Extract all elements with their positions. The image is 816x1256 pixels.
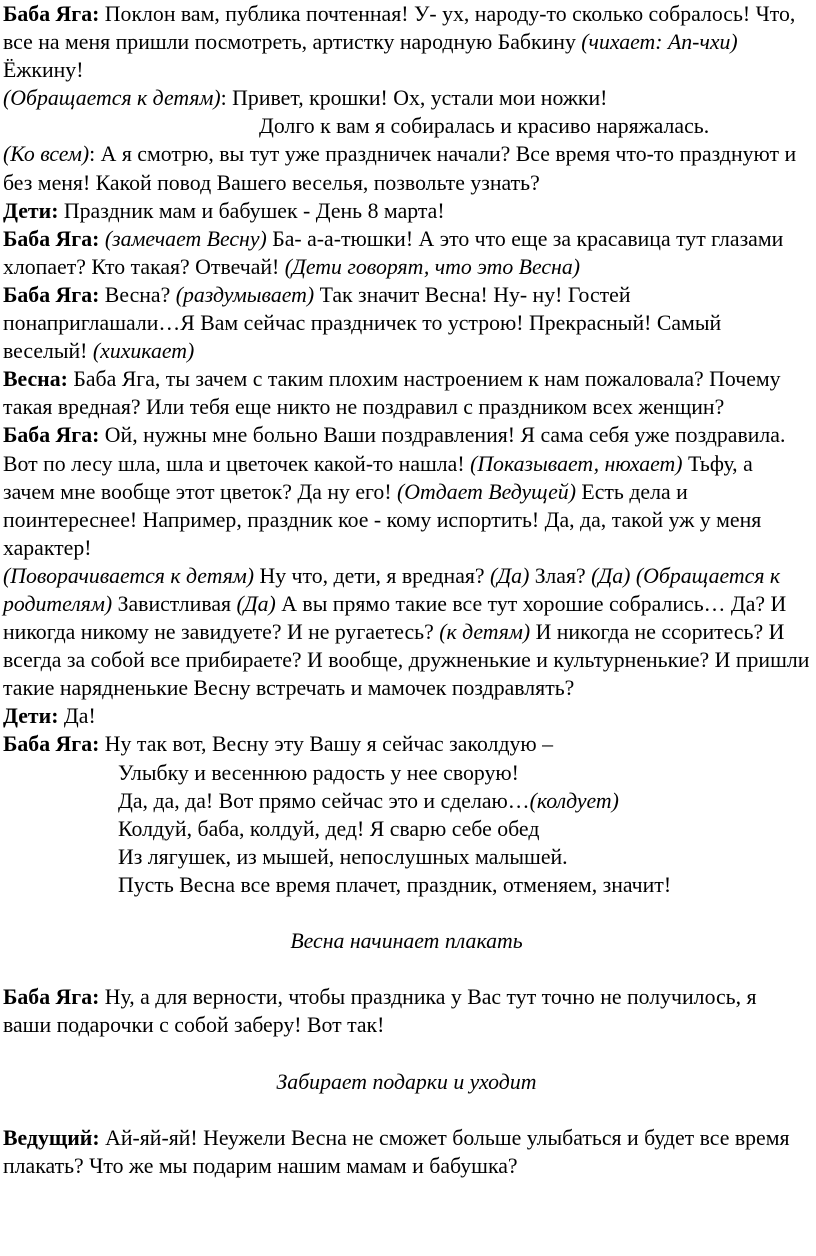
speaker-label: Баба Яга: [3,423,100,448]
dialogue-text: Ба- а-а-тюшки! А это что еще за красавица тут глазами хлопает? Кто такая? Отвечай! [3,226,784,279]
script-paragraph [3,281,810,365]
stage-remark: (Отдает Ведущей) [397,479,576,504]
dialogue-text: Колдуй, баба, колдуй, дед! Я сварю себе обед [118,816,540,841]
blank-line [3,899,810,927]
verse-line [3,815,810,843]
verse-line [3,787,810,815]
dialogue-text: Долго к вам я собиралась и красиво наряжалась. [259,114,710,139]
blank-line [3,955,810,983]
script-paragraph [3,225,810,281]
dialogue-text: Завистливая [112,591,237,616]
dialogue-text: Баба Яга, ты зачем с таким плохим настроением к нам пожаловала? Почему такая вредная? Или тебя еще никто не поздравил с праздником всех женщин? [3,367,781,420]
script-paragraph [3,730,810,758]
dialogue-text: А вы прямо такие все тут хорошие собрались… Да? И никогда никому не завидуете? И не ругаетесь? [3,591,787,645]
dialogue-text: Ёжкину! [3,58,84,83]
stage-remark: Весна начинает плакать [290,929,523,954]
dialogue-text: Пусть Весна все время плачет, праздник, отменяем, значит! [118,872,672,897]
dialogue-text: Да, да, да! Вот прямо сейчас это и сделаю… [118,788,530,813]
stage-remark: (хихикает) [92,339,195,364]
script-paragraph [3,197,810,225]
indented-line [3,112,810,140]
script-paragraph [3,421,810,561]
stage-remark: (Обращается к детям) [3,86,221,111]
speaker-label: Дети: [3,198,59,223]
stage-remark: (Да) [236,591,276,616]
dialogue-text: Из лягушек, из мышей, непослушных малышей. [118,844,568,869]
verse-line [3,871,810,899]
dialogue-text: Есть дела и поинтереснее! Например, праздник кое - кому испортить! Да, да, такой уж у меня характер! [3,479,762,560]
stage-remark: (Ко всем) [3,142,90,167]
speaker-label: Ведущий: [3,1125,100,1150]
stage-remark: (Да) [591,563,631,588]
dialogue-text: Ай-яй-яй! Неужели Весна не сможет больше улыбаться и будет все время плакать? Что же мы подарим нашим мамам и бабушка? [3,1125,790,1178]
stage-remark: (Да) [490,563,530,588]
script-paragraph [3,365,810,421]
dialogue-text: Ну так вот, Весну эту Вашу я сейчас заколдую – [99,732,554,757]
speaker-label: Баба Яга: [3,2,100,26]
dialogue-text: : Привет, крошки! Ох, устали мои ножки! [220,86,608,111]
stage-remark: (колдует) [529,788,619,813]
dialogue-text: : А я смотрю, вы тут уже праздничек начали? Все время что-то празднуют и без меня! Какой повод Вашего веселья, позвольте узнать? [3,142,797,195]
dialogue-text: Ну, а для верности, чтобы праздника у Вас тут точно не получилось, я ваши подарочки с собой заберу! Вот так! [3,985,757,1038]
verse-line [3,843,810,871]
blank-line [3,1096,810,1124]
stage-remark: (раздумывает) [175,282,315,307]
script-paragraph [3,1124,810,1180]
dialogue-text: Злая? [529,563,592,588]
script-paragraph [3,562,810,702]
script-paragraph [3,140,810,196]
stage-remark: Забирает подарки и уходит [276,1069,537,1094]
script-paragraph [3,84,810,112]
stage-direction [3,927,810,955]
speaker-label: Баба Яга: [3,732,100,757]
blank-line [3,1039,810,1067]
dialogue-text: Ну что, дети, я вредная? [254,563,491,588]
stage-remark: (Дети говорят, что это Весна) [284,254,581,279]
dialogue-text: Весна? [99,282,176,307]
verse-line [3,759,810,787]
dialogue-text: Поклон вам, публика почтенная! У- ух, народу-то сколько собралось! Что, все на меня пришли посмотреть, артистку народную Бабкину [3,2,796,55]
speaker-label: Баба Яга: [3,282,100,307]
stage-remark: (замечает Весну) [104,226,267,251]
stage-direction [3,1068,810,1096]
stage-remark: (чихает: Ап-чхи) [581,30,738,55]
dialogue-text: Улыбку и весеннюю радость у нее сворую! [118,760,519,785]
stage-remark: (Обращается к родителям) [3,563,781,616]
script-paragraph [3,983,810,1039]
script-paragraph [3,0,810,84]
stage-remark: (к детям) [439,620,531,645]
script-paragraph [3,702,810,730]
speaker-label: Дети: [3,704,59,729]
speaker-label: Весна: [3,367,68,392]
stage-remark: (Поворачивается к детям) [3,563,255,588]
dialogue-text: Тьфу, а зачем мне вообще этот цветок? Да ну его! [3,451,753,504]
dialogue-text: Праздник мам и бабушек - День 8 марта! [58,198,445,223]
speaker-label: Баба Яга: [3,985,100,1010]
dialogue-text: И никогда не ссоритесь? И всегда за собой все прибираете? И вообще, дружненькие и культурненькие? И пришли такие нарядненькие Весну встречать и мамочек поздравлять? [3,620,810,701]
dialogue-text: Да! [58,704,96,729]
speaker-label: Баба Яга: [3,226,100,251]
dialogue-text: Ой, нужны мне больно Ваши поздравления! Я сама себя уже поздравила. Вот по лесу шла, шла и цветочек какой-то нашла! [3,423,786,476]
dialogue-text: Так значит Весна! Ну- ну! Гостей понаприглашали…Я Вам сейчас праздничек то устрою! Прекрасный! Самый веселый! [3,282,722,364]
stage-remark: (Показывает, нюхает) [470,451,683,476]
